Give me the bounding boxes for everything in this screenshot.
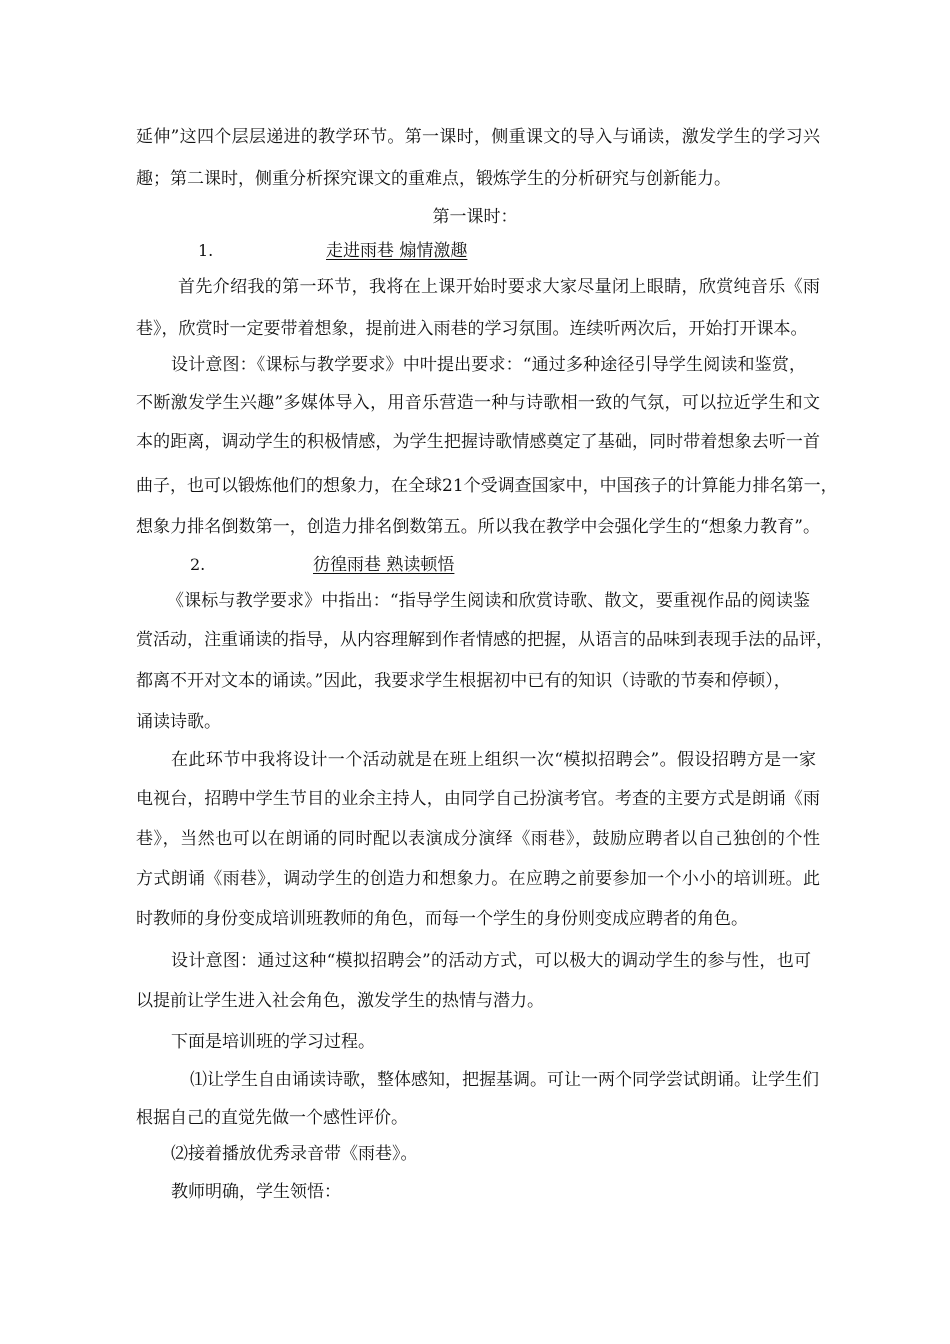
- paragraph-line: 电视台，招聘中学生节目的业余主持人，由同学自己扮演考官。考查的主要方式是朗诵《雨: [136, 789, 820, 809]
- paragraph-line: 趣；第二课时，侧重分析探究课文的重难点，锻炼学生的分析研究与创新能力。: [136, 169, 731, 189]
- section-title: 彷徨雨巷 熟读顿悟: [313, 555, 455, 575]
- paragraph-line: 根据自己的直觉先做一个感性评价。: [136, 1108, 408, 1128]
- paragraph-line: 教师明确，学生领悟：: [171, 1182, 341, 1202]
- section-title: 走进雨巷 煽情激趣: [326, 241, 468, 261]
- heading-first-lesson: 第一课时：: [432, 207, 518, 227]
- paragraph-line: 《课标与教学要求》中指出：“指导学生阅读和欣赏诗歌、散文，要重视作品的阅读鉴: [167, 591, 810, 611]
- paragraph-line: 想象力排名倒数第一，创造力排名倒数第五。所以我在教学中会强化学生的“想象力教育”。: [136, 517, 820, 537]
- paragraph-line: 在此环节中我将设计一个活动就是在班上组织一次“模拟招聘会”。假设招聘方是一家: [171, 750, 816, 770]
- paragraph-line: 设计意图：通过这种“模拟招聘会”的活动方式，可以极大的调动学生的参与性，也可: [171, 951, 811, 971]
- paragraph-line: 诵读诗歌。: [136, 712, 221, 732]
- paragraph-line: 本的距离，调动学生的积极情感，为学生把握诗歌情感奠定了基础，同时带着想象去听一首: [136, 432, 820, 452]
- paragraph-line: ⑵接着播放优秀录音带《雨巷》。: [171, 1144, 418, 1164]
- section-number: 2.: [190, 555, 206, 574]
- paragraph-line: 时教师的身份变成培训班教师的角色，而每一个学生的身份则变成应聘者的角色。: [136, 909, 748, 929]
- paragraph-line: ⑴让学生自由诵读诗歌，整体感知，把握基调。可让一两个同学尝试朗诵。让学生们: [190, 1070, 819, 1090]
- paragraph-line: 曲子，也可以锻炼他们的想象力，在全球21个受调查国家中，中国孩子的计算能力排名第一，: [136, 476, 838, 496]
- paragraph-line: 不断激发学生兴趣”多媒体导入，用音乐营造一种与诗歌相一致的气氛，可以拉近学生和文: [136, 393, 820, 413]
- section-number: 1.: [198, 241, 214, 260]
- paragraph-line: 下面是培训班的学习过程。: [171, 1032, 375, 1052]
- paragraph-line: 都离不开对文本的诵读。”因此，我要求学生根据初中已有的知识（诗歌的节奏和停顿），: [136, 671, 791, 691]
- paragraph-line: 首先介绍我的第一环节，我将在上课开始时要求大家尽量闭上眼睛，欣赏纯音乐《雨: [178, 277, 820, 297]
- paragraph-line: 赏活动，注重诵读的指导，从内容理解到作者情感的把握，从语言的品味到表现手法的品评，: [136, 630, 833, 650]
- paragraph-line: 以提前让学生进入社会角色，激发学生的热情与潜力。: [136, 991, 544, 1011]
- paragraph-line: 巷》，当然也可以在朗诵的同时配以表演成分演绎《雨巷》，鼓励应聘者以自己独创的个性: [136, 829, 820, 849]
- paragraph-line: 巷》，欣赏时一定要带着想象，提前进入雨巷的学习氛围。连续听两次后，开始打开课本。: [136, 319, 808, 339]
- paragraph-line: 延伸”这四个层层递进的教学环节。第一课时，侧重课文的导入与诵读，激发学生的学习兴: [136, 127, 820, 147]
- paragraph-line: 方式朗诵《雨巷》，调动学生的创造力和想象力。在应聘之前要参加一个小小的培训班。此: [136, 869, 820, 889]
- paragraph-line: 设计意图：《课标与教学要求》中叶提出要求：“通过多种途径引导学生阅读和鉴赏，: [171, 355, 806, 375]
